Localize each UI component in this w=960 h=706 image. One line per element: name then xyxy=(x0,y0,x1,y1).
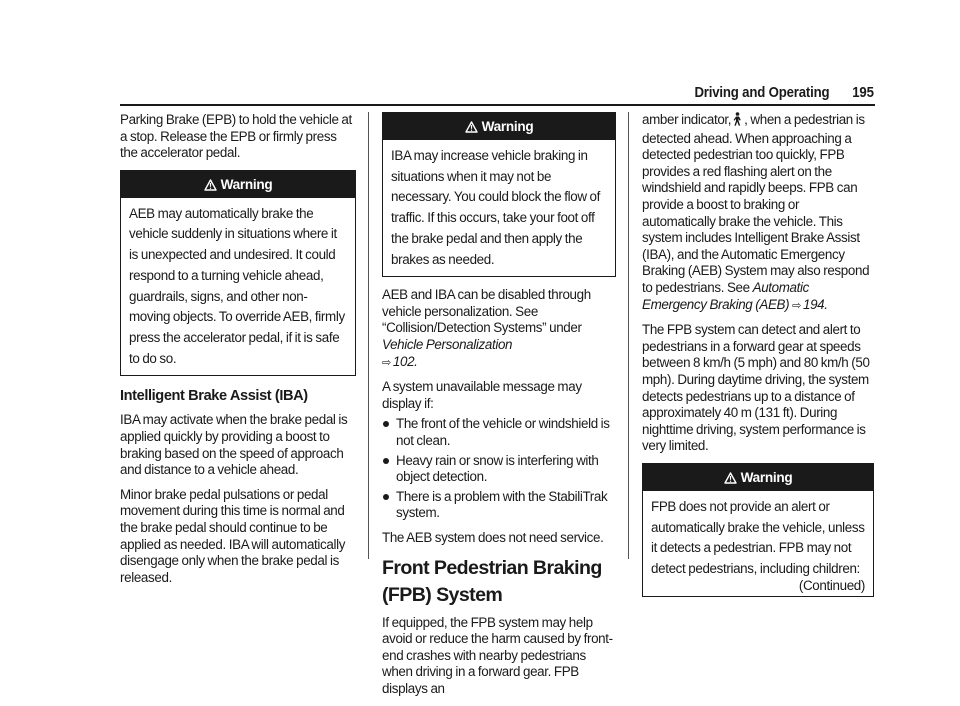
column-divider xyxy=(368,112,369,559)
list-item-text: Heavy rain or snow is interfering with object detection. xyxy=(396,452,599,485)
warning-title: Warning xyxy=(740,469,793,485)
warning-triangle-icon xyxy=(465,115,478,142)
warning-header xyxy=(383,113,615,140)
section-heading: Front Pedestrian Braking (FPB) System xyxy=(382,556,602,606)
paragraph: Minor brake pedal pulsations or pedal movement during this time is normal and the brake pedal should continue to be applied as needed. IBA will automatically disengage only when the brake pedal is released. xyxy=(120,486,346,585)
list-item-text: There is a problem with the StabiliTrak system. xyxy=(396,488,608,521)
header-rule xyxy=(120,104,875,106)
list-item xyxy=(382,489,616,522)
bullet-icon xyxy=(383,421,389,427)
section-heading: Intelligent Brake Assist (IBA) xyxy=(120,388,308,405)
running-header xyxy=(695,84,874,101)
list-item xyxy=(382,453,616,486)
warning-box xyxy=(642,463,874,597)
text-run: , when a pedestrian is detected ahead. When approaching a detected pedestrian too quickly, FPB provides a red flashing alert on the windshield and rapidly beeps. FPB can provide a boost to braking or automatically brake the vehicle. This system includes Intelligent Brake Assist (IBA), and the Automatic Emergency Braking (AEB) System may also respond to pedestrians. See xyxy=(642,112,870,295)
page-reference[interactable]: 194 xyxy=(802,296,825,312)
list-item-text: The front of the vehicle or windshield is not clean. xyxy=(396,416,610,448)
warning-body-text: FPB does not provide an alert or automatically brake the vehicle, unless it detects a pedestrian. FPB may not detect pedestrians, including children: xyxy=(651,498,865,576)
text-run: AEB and IBA can be disabled through vehicle personalization. See “Collision/Detection Systems” under xyxy=(382,287,591,336)
paragraph: IBA may activate when the brake pedal is applied quickly by providing a boost to braking based on the speed of approach and distance to a vehicle ahead. xyxy=(120,412,348,478)
cross-reference-link[interactable]: Vehicle Personalization xyxy=(382,337,513,352)
bullet-icon xyxy=(383,494,389,500)
bullet-list xyxy=(382,416,616,522)
paragraph: If equipped, the FPB system may help avoid or reduce the harm caused by front-end crashes with nearby pedestrians when driving in a forward gear. FPB displays an xyxy=(382,614,613,696)
warning-text xyxy=(643,491,873,596)
warning-header xyxy=(643,464,873,491)
paragraph: AEB and IBA can be disabled through vehicle personalization. See “Collision/Detection Systems” under Vehicle Personalization ⇨ 102. xyxy=(382,287,591,369)
section-title: Driving and Operating xyxy=(694,84,830,101)
warning-title: Warning xyxy=(220,176,273,192)
warning-box xyxy=(120,170,356,377)
page-number: 195 xyxy=(852,84,874,101)
warning-text: IBA may increase vehicle braking in situations when it may not be necessary. You could block the flow of traffic. If this occurs, take your foot off the brake pedal and then apply the brakes as needed. xyxy=(391,148,600,267)
list-item xyxy=(382,416,616,449)
column-2 xyxy=(382,112,616,706)
warning-box xyxy=(382,112,616,277)
warning-triangle-icon xyxy=(204,173,217,200)
warning-triangle-icon xyxy=(724,466,737,493)
warning-header xyxy=(121,171,355,198)
paragraph: Parking Brake (EPB) to hold the vehicle at a stop. Release the EPB or firmly press the accelerator pedal. xyxy=(120,112,352,161)
paragraph: amber indicator, , when a pedestrian is detected ahead. When approaching a detected pedestrian too quickly, FPB provides a red flashing alert on the windshield and rapidly beeps. FPB can provide a boost to braking or automatically brake the vehicle. This system includes Intelligent Brake Assist (IBA), and the Automatic Emergency Braking (AEB) System may also respond to pedestrians. See Automatic Emergency Braking (AEB) ⇨ 194. xyxy=(642,112,870,312)
text-run: amber indicator, xyxy=(642,112,732,127)
page-ref-arrow-icon: ⇨ xyxy=(382,356,391,369)
continued-label: (Continued) xyxy=(798,577,865,593)
pedestrian-icon xyxy=(732,112,743,131)
column-1 xyxy=(120,112,356,594)
paragraph: A system unavailable message may display if: xyxy=(382,379,582,411)
paragraph: The AEB system does not need service. xyxy=(382,529,604,545)
page-reference[interactable]: 102 xyxy=(392,353,415,369)
paragraph: The FPB system can detect and alert to pedestrians in a forward gear at speeds between 8 km/h (5 mph) and 80 km/h (50 mph). During daytime driving, the system detects pedestrians up to a distance of approximately 40 m (131 ft). During nighttime driving, system performance is very limited. xyxy=(642,322,870,454)
column-divider xyxy=(628,112,629,559)
bullet-icon xyxy=(383,458,389,464)
page-ref-arrow-icon: ⇨ xyxy=(792,299,801,312)
warning-text: AEB may automatically brake the vehicle suddenly in situations where it is unexpected and undesired. It could respond to a turning vehicle ahead, guardrails, signs, and other non-moving objects. To override AEB, firmly press the accelerator pedal, if it is safe to do so. xyxy=(129,205,345,366)
cross-reference-link[interactable]: Automatic Emergency Braking (AEB) xyxy=(642,279,809,312)
warning-title: Warning xyxy=(481,119,534,134)
column-3 xyxy=(642,112,874,607)
